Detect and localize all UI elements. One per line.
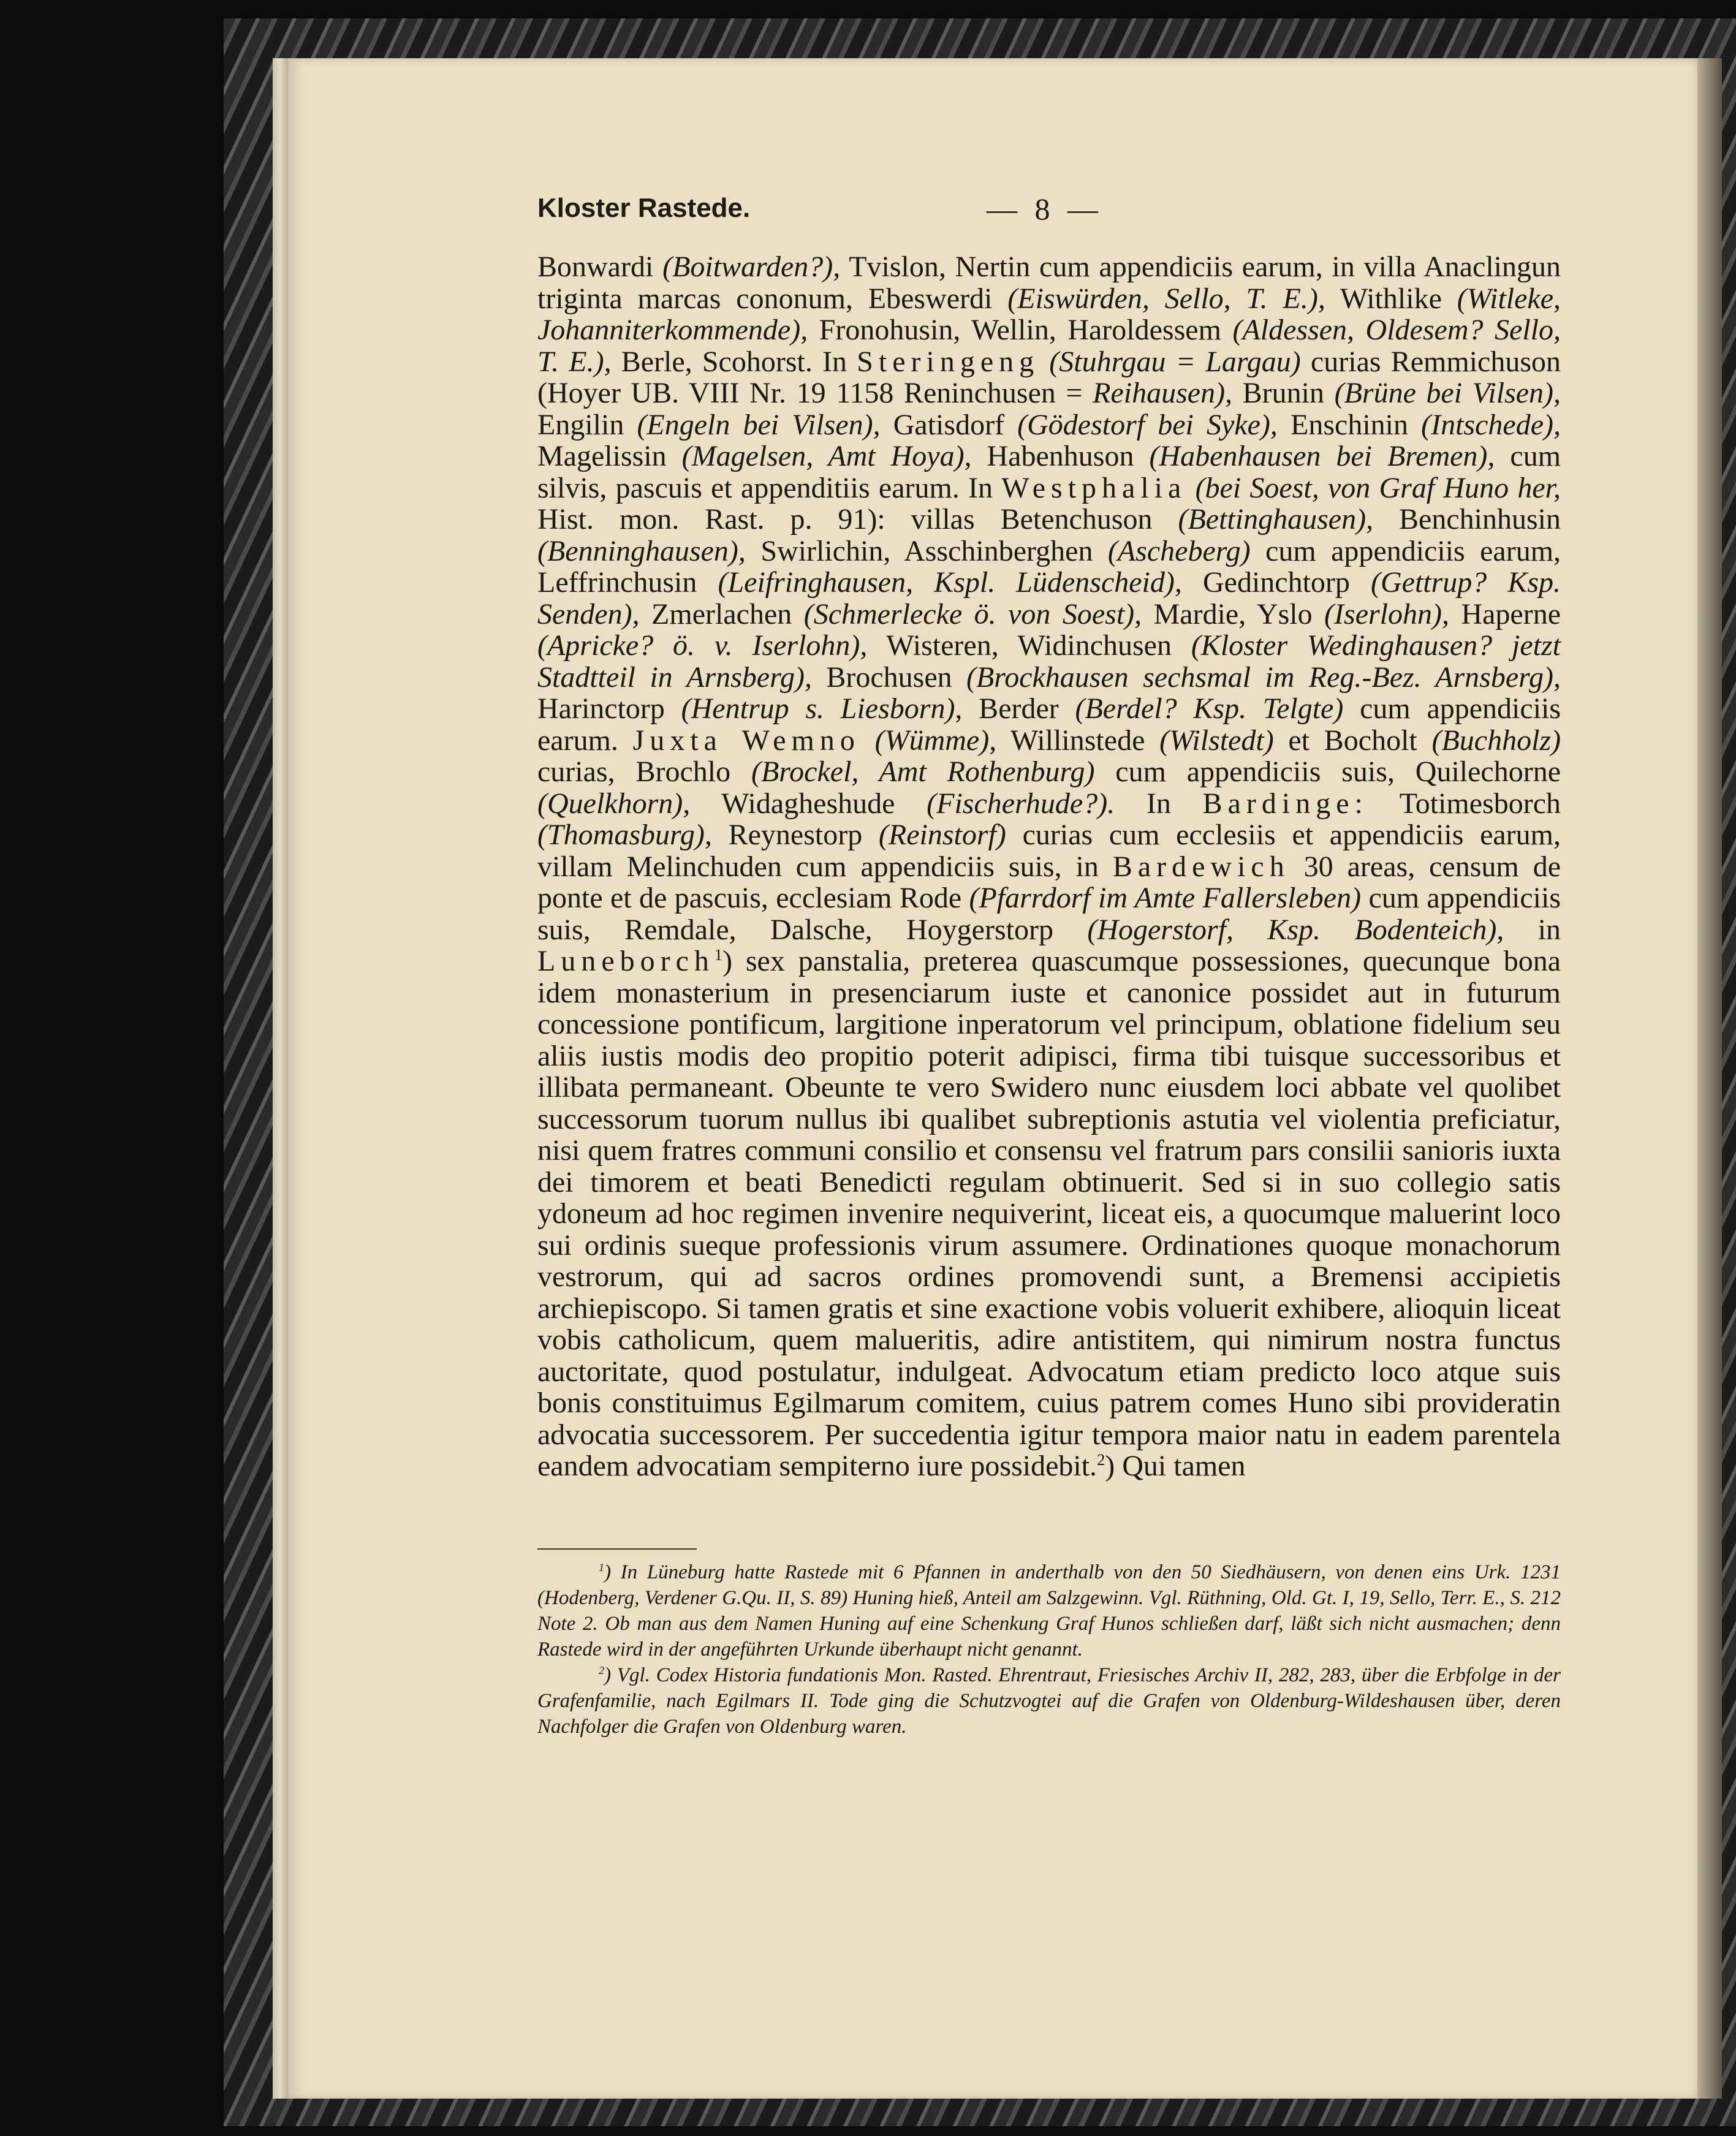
page-edge (1697, 58, 1722, 2099)
footnote-ref-2[interactable]: 2 (1097, 1450, 1105, 1469)
body-paragraph: Bonwardi (Boitwarden?), Tvislon, Nertin cum appendiciis earum, in villa Anaclingun triginta marcas cononum, Ebeswerdi (Eiswürden, Sello, T. E.), Withlike (Witleke, Johanniterkommende), Fronohusin, Wellin, Haroldessem (Aldessen, Oldesem? Sello, T. E.), Berle, Scohorst. In Steringeng (Stuhrgau = Largau) curias Remmichuson (Hoyer UB. VIII Nr. 19 1158 Reninchusen = Reihausen), Brunin (Brüne bei Vilsen), Engilin (Engeln bei Vilsen), Gatisdorf (Gödestorf bei Syke), Enschinin (Intschede), Magelissin (Magelsen, Amt Hoya), Habenhuson (Habenhausen bei Bremen), cum silvis, pascuis et appenditiis earum. In Westphalia (bei Soest, von Graf Huno her, Hist. mon. Rast. p. 91): villas Betenchuson (Bettinghausen), Benchinhusin (Benninghausen), Swirlichin, Asschinberghen (Ascheberg) cum appendiciis earum, Leffrinchusin (Leifringhausen, Kspl. Lüdenscheid), Gedinchtorp (Gettrup? Ksp. Senden), Zmerlachen (Schmerlecke ö. von Soest), Mardie, Yslo (Iserlohn), Haperne (Apricke? ö. v. Iserlohn), Wisteren, Widinchusen (Kloster Wedinghausen? jetzt Stadtteil in Arnsberg), Brochusen (Brockhausen sechsmal im Reg.-Bez. Arnsberg), Harinctorp (Hentrup s. Liesborn), Berder (Berdel? Ksp. Telgte) cum appendiciis earum. Juxta Wemno (Wümme), Willinstede (Wilstedt) et Bocholt (Buchholz) curias, Brochlo (Brockel, Amt Rothenburg) cum appendiciis suis, Quilechorne (Quelkhorn), Widagheshude (Fischerhude?). In Bardinge: Totimesborch (Thomasburg), Reynestorp (Reinstorf) curias cum ecclesiis et appendiciis earum, villam Melinchuden cum appendiciis suis, in Bardewich 30 areas, censum de ponte et de pascuis, ecclesiam Rode (Pfarrdorf im Amte Fallersleben) cum appendiciis suis, Remdale, Dalsche, Hoygerstorp (Hogerstorf, Ksp. Bodenteich), in Luneborch$^1$) sex panstalia, preterea quascumque possessiones, quecunque bona idem monasterium in presenciarum iuste et canonice possidet aut in futurum concessione pontificum, largitione inperatorum vel principum, oblatione fidelium seu aliis iustis modis deo propitio poterit adipisci, firma tibi tuisque successoribus et illibata permaneant. Obeunte te vero Swidero nunc eiusdem loci abbate vel quolibet successorum tuorum nullus ibi qualibet subreptionis astutia vel violentia preficiatur, nisi quem fratres communi consilio et consensu vel fratrum pars consilii sanioris iuxta dei timorem et beati Benedicti regulam obtinuerit. Sed si in suo collegio satis ydoneum ad hoc regimen invenire nequiverint, liceat eis, a quocumque maluerint loco sui ordinis sueque professionis virum assumere. Ordinationes quoque monachorum vestrorum, qui ad sacros ordines promovendi sunt, a Bremensi accipietis archiepiscopo. Si tamen gratis et sine exactione vobis voluerit exhibere, alioquin liceat vobis catholicum, quem malueritis, adire antistitem, qui nimirum nostra functus auctoritate, quod postulatur, indulgeat. Advocatum etiam predicto loco atque suis bonis constituimus Egilmarum comitem, cuius patrem comes Huno sibi provideratin advocatia successorem. Per succedentia igitur tempora maior natu in eadem parentela eandem advocatiam sempiterno iure possidebit.$^2$) Qui tamen (537, 251, 1561, 1482)
footnotes (537, 1559, 1561, 1740)
main-text (537, 251, 1561, 1482)
footnote-2: $^2$) Vgl. Codex Historia fundationis Mon. Rasted. Ehrentraut, Friesisches Archiv II, 282, 283, über die Erbfolge in der Grafenfamilie, nach Egilmars II. Tode ging die Schutzvogtei auf die Grafen von Oldenburg-Wildeshausen über, deren Nachfolger die Grafen von Oldenburg waren. (537, 1664, 1561, 1738)
footnote-1: $^1$) In Lüneburg hatte Rastede mit 6 Pfannen in anderthalb von den 50 Siedhäusern, von denen eins Urk. 1231 (Hodenberg, Verdener G.Qu. II, S. 89) Huning hieß, Anteil am Salzgewinn. Vgl. Rüthning, Old. Gt. I, 19, Sello, Terr. E., S. 212 Note 2. Ob man aus dem Namen Huning auf eine Schenkung Graf Hunos schließen darf, läßt sich nicht ausmachen; denn Rastede wird in der angeführten Urkunde überhaupt nicht genannt. (537, 1561, 1561, 1661)
footnote-divider (537, 1548, 697, 1550)
running-title: Kloster Rastede. (537, 193, 751, 223)
page-number: — 8 — (987, 192, 1103, 226)
footnote-ref-1[interactable]: 1 (714, 945, 723, 964)
